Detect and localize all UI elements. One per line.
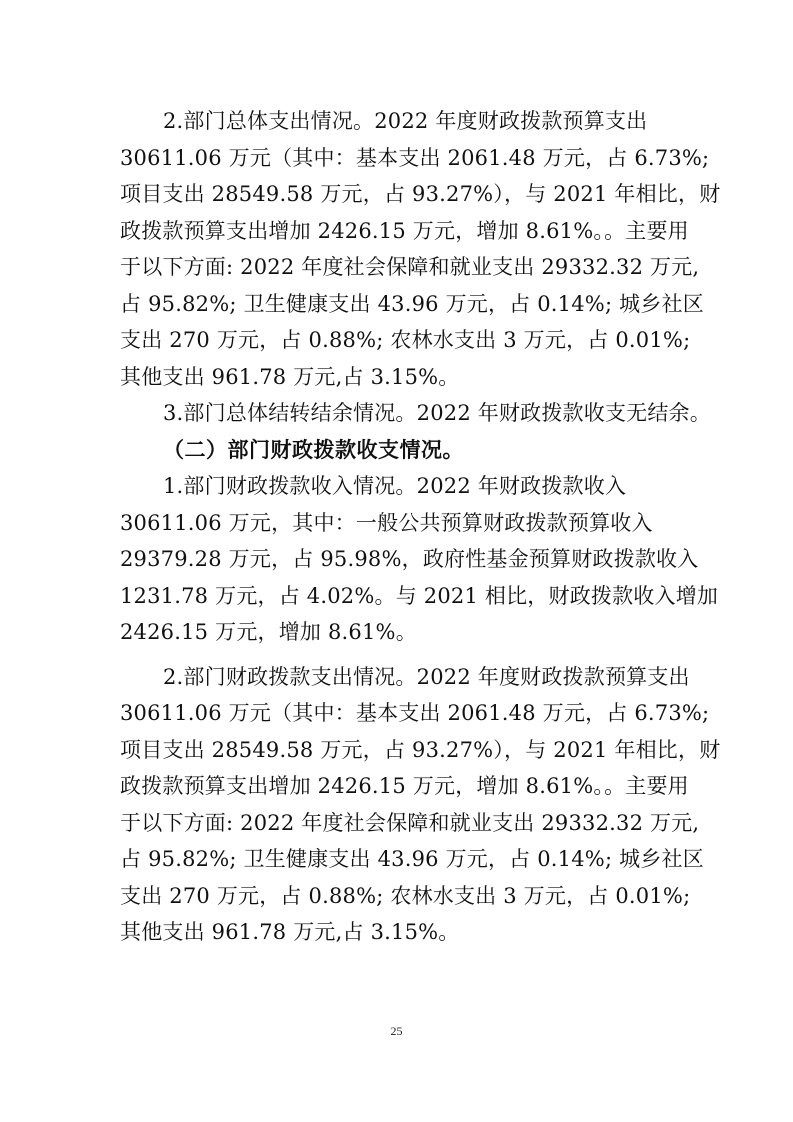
paragraph-line: 3.部门总体结转结余情况。2022 年财政拨款收支无结余。: [163, 401, 711, 425]
paragraph-line: 于以下方面: 2022 年度社会保障和就业支出 29332.32 万元,: [120, 255, 700, 279]
paragraph-line: 2.部门财政拨款支出情况。2022 年度财政拨款预算支出: [163, 665, 690, 689]
paragraph-line: 支出 270 万元，占 0.88%; 农林水支出 3 万元，占 0.01%;: [120, 328, 691, 352]
paragraph-line: 项目支出 28549.58 万元，占 93.27%），与 2021 年相比，财: [120, 738, 721, 762]
paragraph-line: 其他支出 961.78 万元,占 3.15%。: [120, 920, 460, 944]
paragraph-line: 1231.78 万元，占 4.02%。与 2021 相比，财政拨款收入增加: [120, 584, 719, 608]
paragraph-line: 于以下方面: 2022 年度社会保障和就业支出 29332.32 万元,: [120, 811, 700, 835]
paragraph-line: 占 95.82%; 卫生健康支出 43.96 万元，占 0.14%; 城乡社区: [120, 847, 704, 871]
paragraph-line: 政拨款预算支出增加 2426.15 万元，增加 8.61%。。主要用: [120, 219, 689, 243]
section-heading: （二）部门财政拨款收支情况。: [163, 438, 464, 462]
paragraph-line: 30611.06 万元（其中：基本支出 2061.48 万元，占 6.73%;: [120, 146, 710, 170]
paragraph-line: 2.部门总体支出情况。2022 年度财政拨款预算支出: [163, 109, 648, 133]
paragraph-line: 30611.06 万元，其中：一般公共预算财政拨款预算收入: [120, 511, 653, 535]
paragraph-line: 2426.15 万元，增加 8.61%。: [120, 620, 417, 644]
paragraph-line: 其他支出 961.78 万元,占 3.15%。: [120, 365, 460, 389]
paragraph-line: 政拨款预算支出增加 2426.15 万元，增加 8.61%。。主要用: [120, 774, 689, 798]
paragraph-line: 支出 270 万元，占 0.88%; 农林水支出 3 万元，占 0.01%;: [120, 884, 691, 908]
paragraph-line: 30611.06 万元（其中：基本支出 2061.48 万元，占 6.73%;: [120, 701, 710, 725]
paragraph-line: 29379.28 万元，占 95.98%，政府性基金预算财政拨款收入: [120, 547, 699, 571]
page-number: 25: [390, 1024, 403, 1038]
paragraph-line: 1.部门财政拨款收入情况。2022 年财政拨款收入: [163, 474, 627, 498]
paragraph-line: 项目支出 28549.58 万元，占 93.27%），与 2021 年相比，财: [120, 182, 721, 206]
paragraph-line: 占 95.82%; 卫生健康支出 43.96 万元，占 0.14%; 城乡社区: [120, 292, 704, 316]
